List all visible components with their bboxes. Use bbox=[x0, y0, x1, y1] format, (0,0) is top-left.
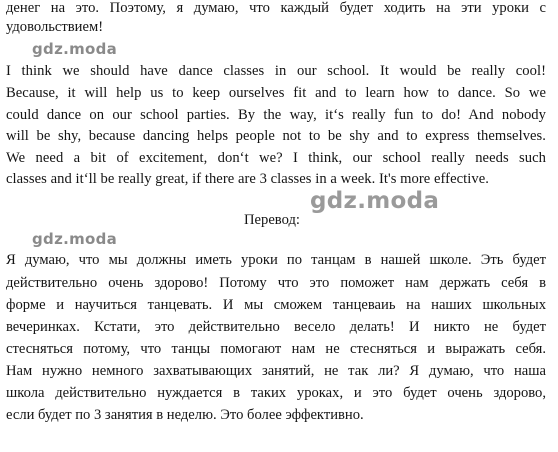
russian-line-7: школа действительно нуждается в таких уроках, и это будет очень здорово, bbox=[6, 385, 546, 401]
russian-line-3: форме и научиться танцевать. И мы сможем танцеваиь на наших школьных bbox=[6, 297, 546, 313]
russian-line-4: вечеринках. Кстати, это действительно весело делать! И никто не будет bbox=[6, 319, 546, 335]
top-fragment-line-2: удовольствием! bbox=[6, 19, 104, 35]
watermark-logo-heading: gdz.moda bbox=[310, 188, 440, 214]
russian-line-2: действительно очень здорово! Потому что это поможет нам держать себя в bbox=[6, 275, 546, 291]
watermark-logo-top: gdz.moda bbox=[32, 40, 118, 58]
translation-heading: Перевод: bbox=[244, 212, 300, 228]
english-line-1: I think we should have dance classes in our school. It would be really cool! bbox=[6, 63, 546, 79]
russian-line-1: Я думаю, что мы должны иметь уроки по танцам в нашей школе. Эть будет bbox=[6, 252, 546, 268]
russian-line-6: Нам нужно немного захватывающих занятий, не так ли? Я думаю, что наша bbox=[6, 363, 546, 379]
english-line-4: will be shy, because dancing helps people not to be shy and to express themselves. bbox=[6, 128, 546, 144]
watermark-logo-middle: gdz.moda bbox=[32, 230, 118, 248]
english-line-6: classes and it‘ll be really great, if there are 3 classes in a week. It's more effective. bbox=[6, 171, 489, 187]
russian-line-8: если будет по 3 занятия в неделю. Это более эффективно. bbox=[6, 407, 364, 423]
english-line-5: We need a bit of excitement, don‘t we? I think, our school really needs such bbox=[6, 150, 546, 166]
english-line-2: Because, it will help us to keep ourselves fit and to learn how to dance. So we bbox=[6, 85, 546, 101]
russian-line-5: стесняться потому, что танцы помогают нам не стесняться и выражать себя. bbox=[6, 341, 546, 357]
top-fragment-line-1: денег на это. Поэтому, я думаю, что каждый будет ходить на эти уроки с bbox=[6, 0, 546, 16]
english-line-3: could dance on our school parties. By the way, it‘s really fun to do! And nobody bbox=[6, 107, 546, 123]
